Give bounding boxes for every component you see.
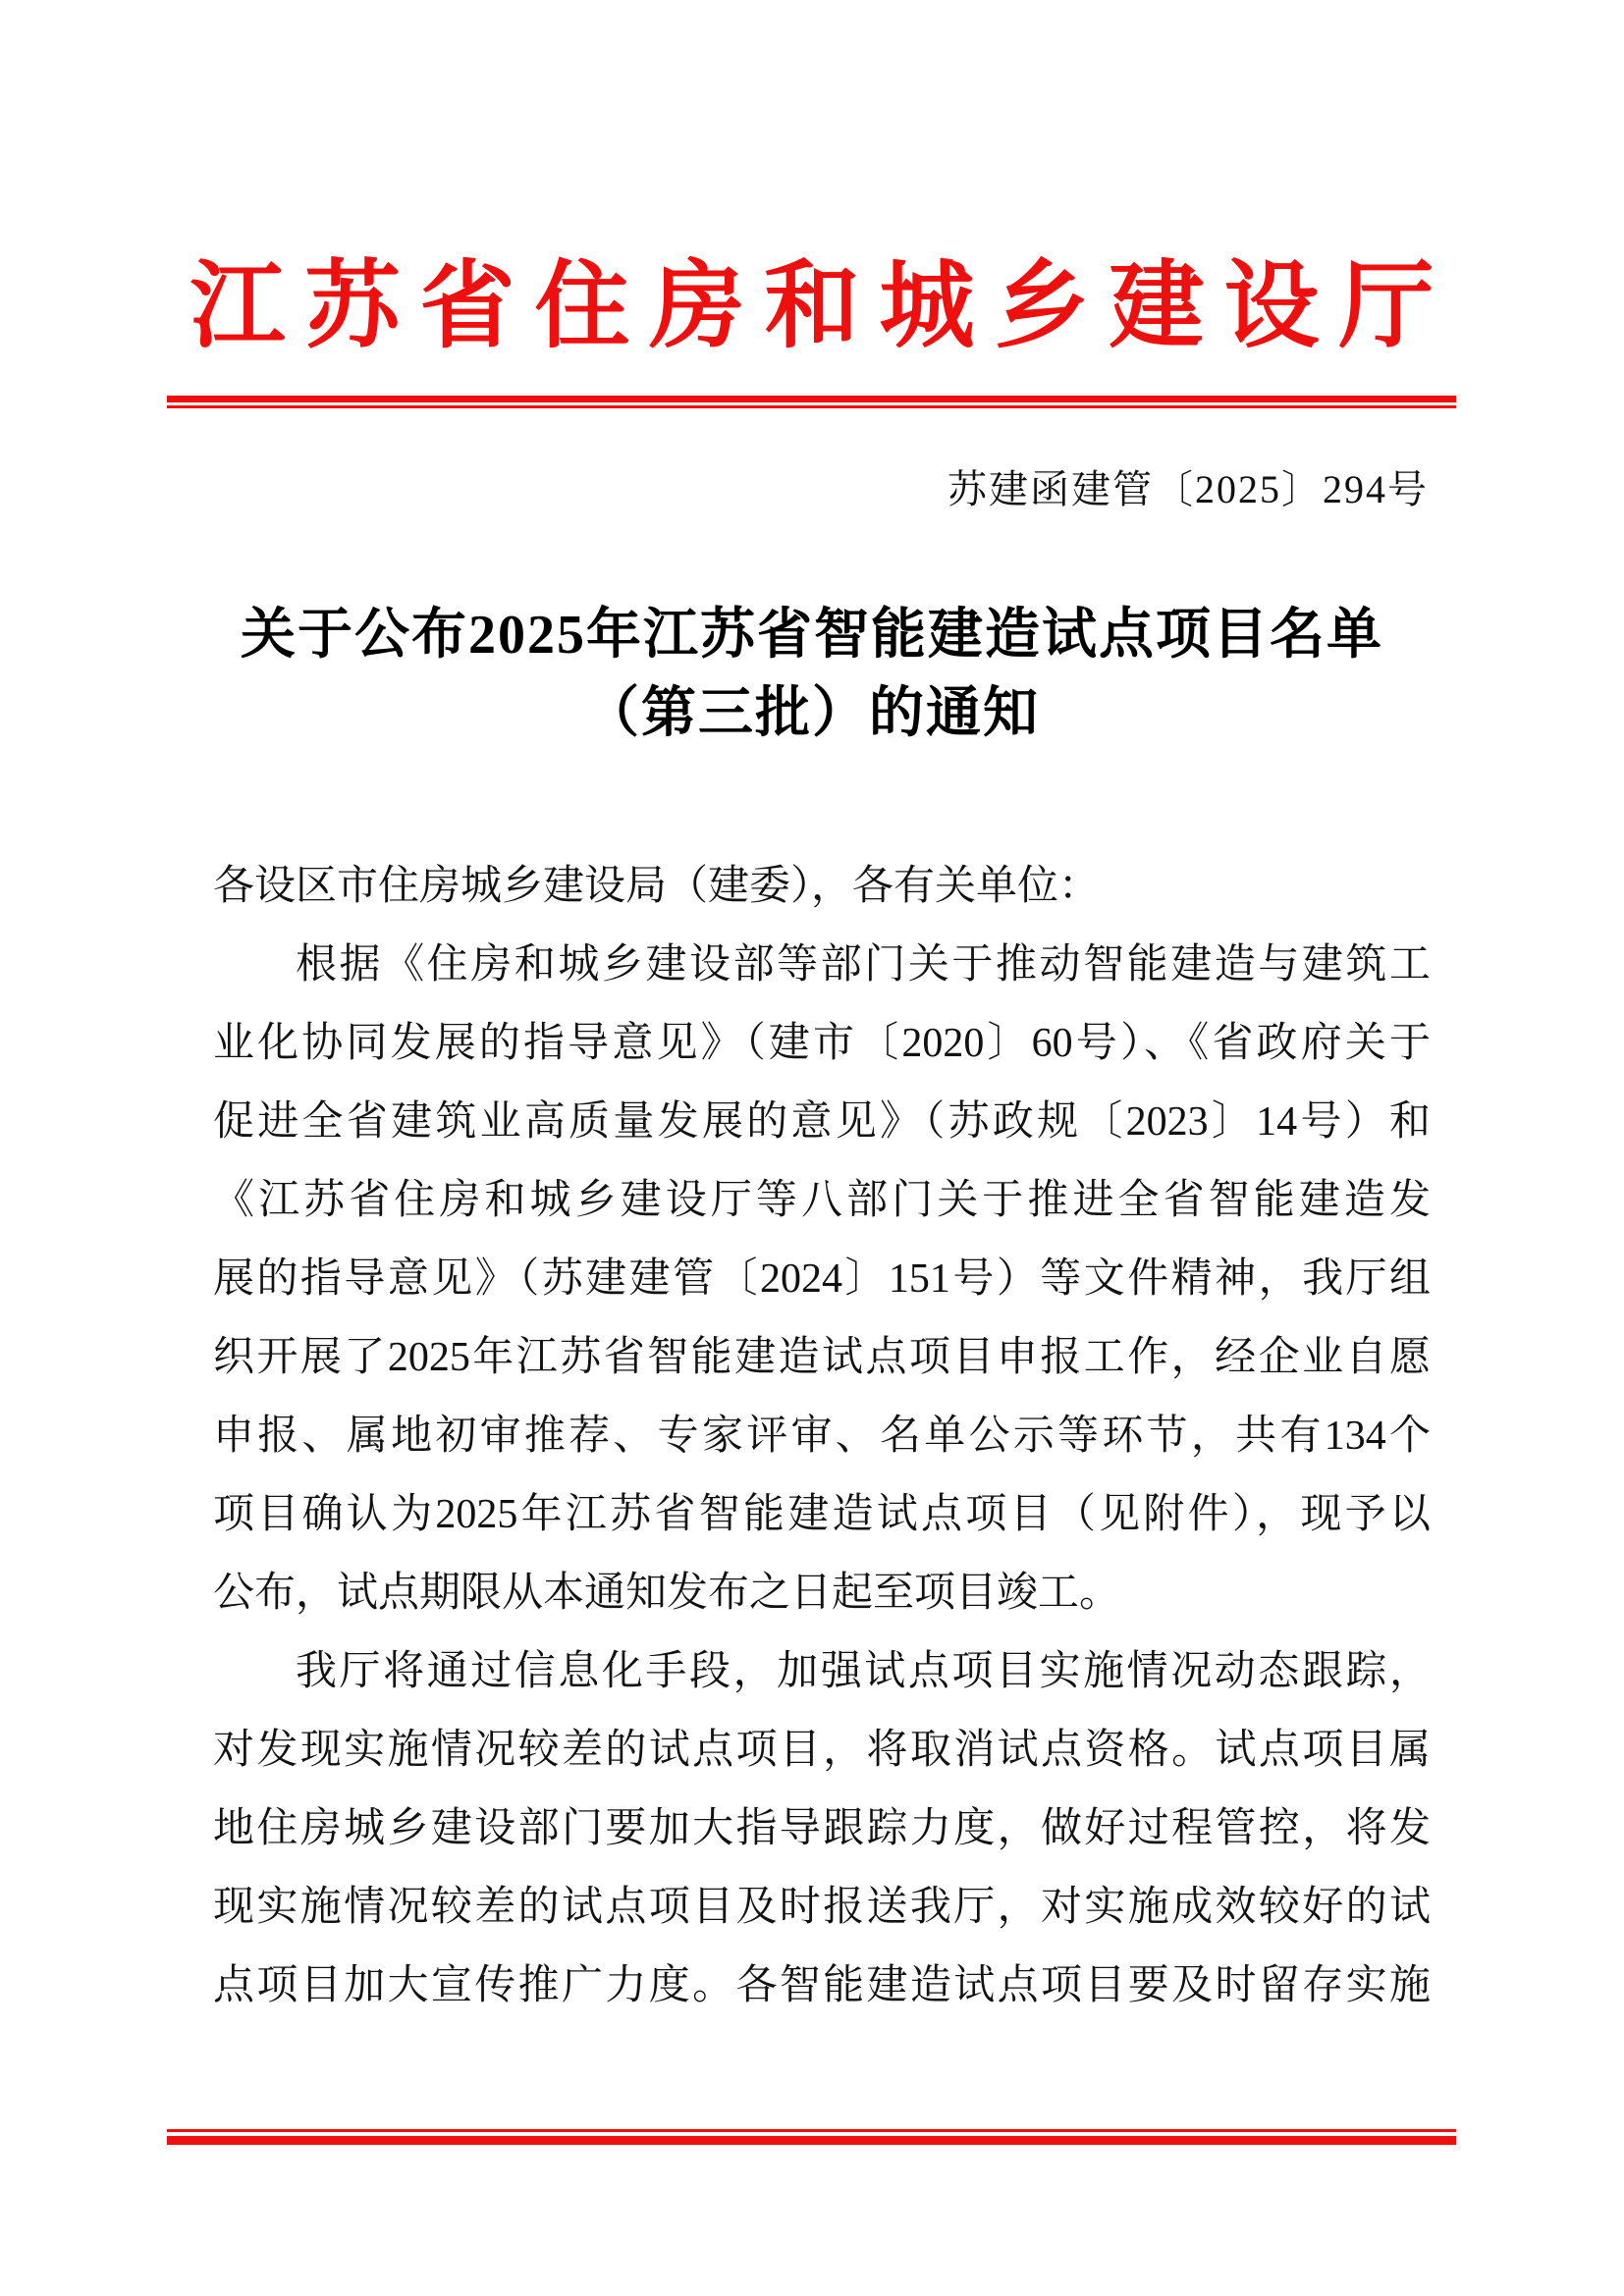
red-rule-bottom-thick (167, 2136, 1456, 2145)
red-rule-top-thin (167, 405, 1456, 408)
doc-number: 苏建函建管〔2025〕294号 (947, 467, 1429, 512)
body-line: 对发现实施情况较差的试点项目，将取消试点资格。试点项目属 (213, 1728, 1431, 1774)
body-line: 各设区市住房城乡建设局（建委），各有关单位： (213, 864, 1101, 910)
body-line: 地住房城乡建设部门要加大指导跟踪力度，做好过程管控，将发 (213, 1806, 1431, 1852)
body-line: 促进全省建筑业高质量发展的意见》（苏政规〔2023〕14号）和 (213, 1099, 1431, 1146)
red-rule-top (167, 396, 1456, 408)
body-line: 织开展了2025年江苏省智能建造试点项目申报工作，经企业自愿 (213, 1335, 1431, 1381)
body-line: 展的指导意见》（苏建建管〔2024〕151号）等文件精神，我厅组 (213, 1256, 1431, 1303)
body-line: 申报、属地初审推荐、专家评审、名单公示等环节，共有134个 (213, 1414, 1431, 1460)
red-rule-bottom (167, 2129, 1456, 2145)
body-line: 项目确认为2025年江苏省智能建造试点项目（见附件），现予以 (213, 1492, 1431, 1538)
body-line: 《江苏省住房和城乡建设厅等八部门关于推进全省智能建造发 (213, 1178, 1431, 1224)
red-rule-top-thick (167, 396, 1456, 402)
agency-header: 江苏省住房和城乡建设厅 (189, 254, 1454, 359)
notice-body (213, 847, 1431, 2025)
body-line: 公布，试点期限从本通知发布之日起至项目竣工。 (213, 1571, 1121, 1617)
body-line: 业化协同发展的指导意见》（建市〔2020〕60号）、《省政府关于 (213, 1021, 1431, 1067)
body-line: 我厅将通过信息化手段，加强试点项目实施情况动态跟踪， (296, 1649, 1431, 1695)
body-line: 点项目加大宣传推广力度。各智能建造试点项目要及时留存实施 (213, 1963, 1431, 2009)
body-line: 现实施情况较差的试点项目及时报送我厅，对实施成效较好的试 (213, 1885, 1431, 1931)
notice-title (0, 596, 1624, 753)
body-line: 根据《住房和城乡建设部等部门关于推动智能建造与建筑工 (296, 942, 1431, 988)
notice-title-line1: 关于公布2025年江苏省智能建造试点项目名单 (241, 605, 1383, 667)
notice-title-line2: （第三批）的通知 (584, 683, 1040, 745)
